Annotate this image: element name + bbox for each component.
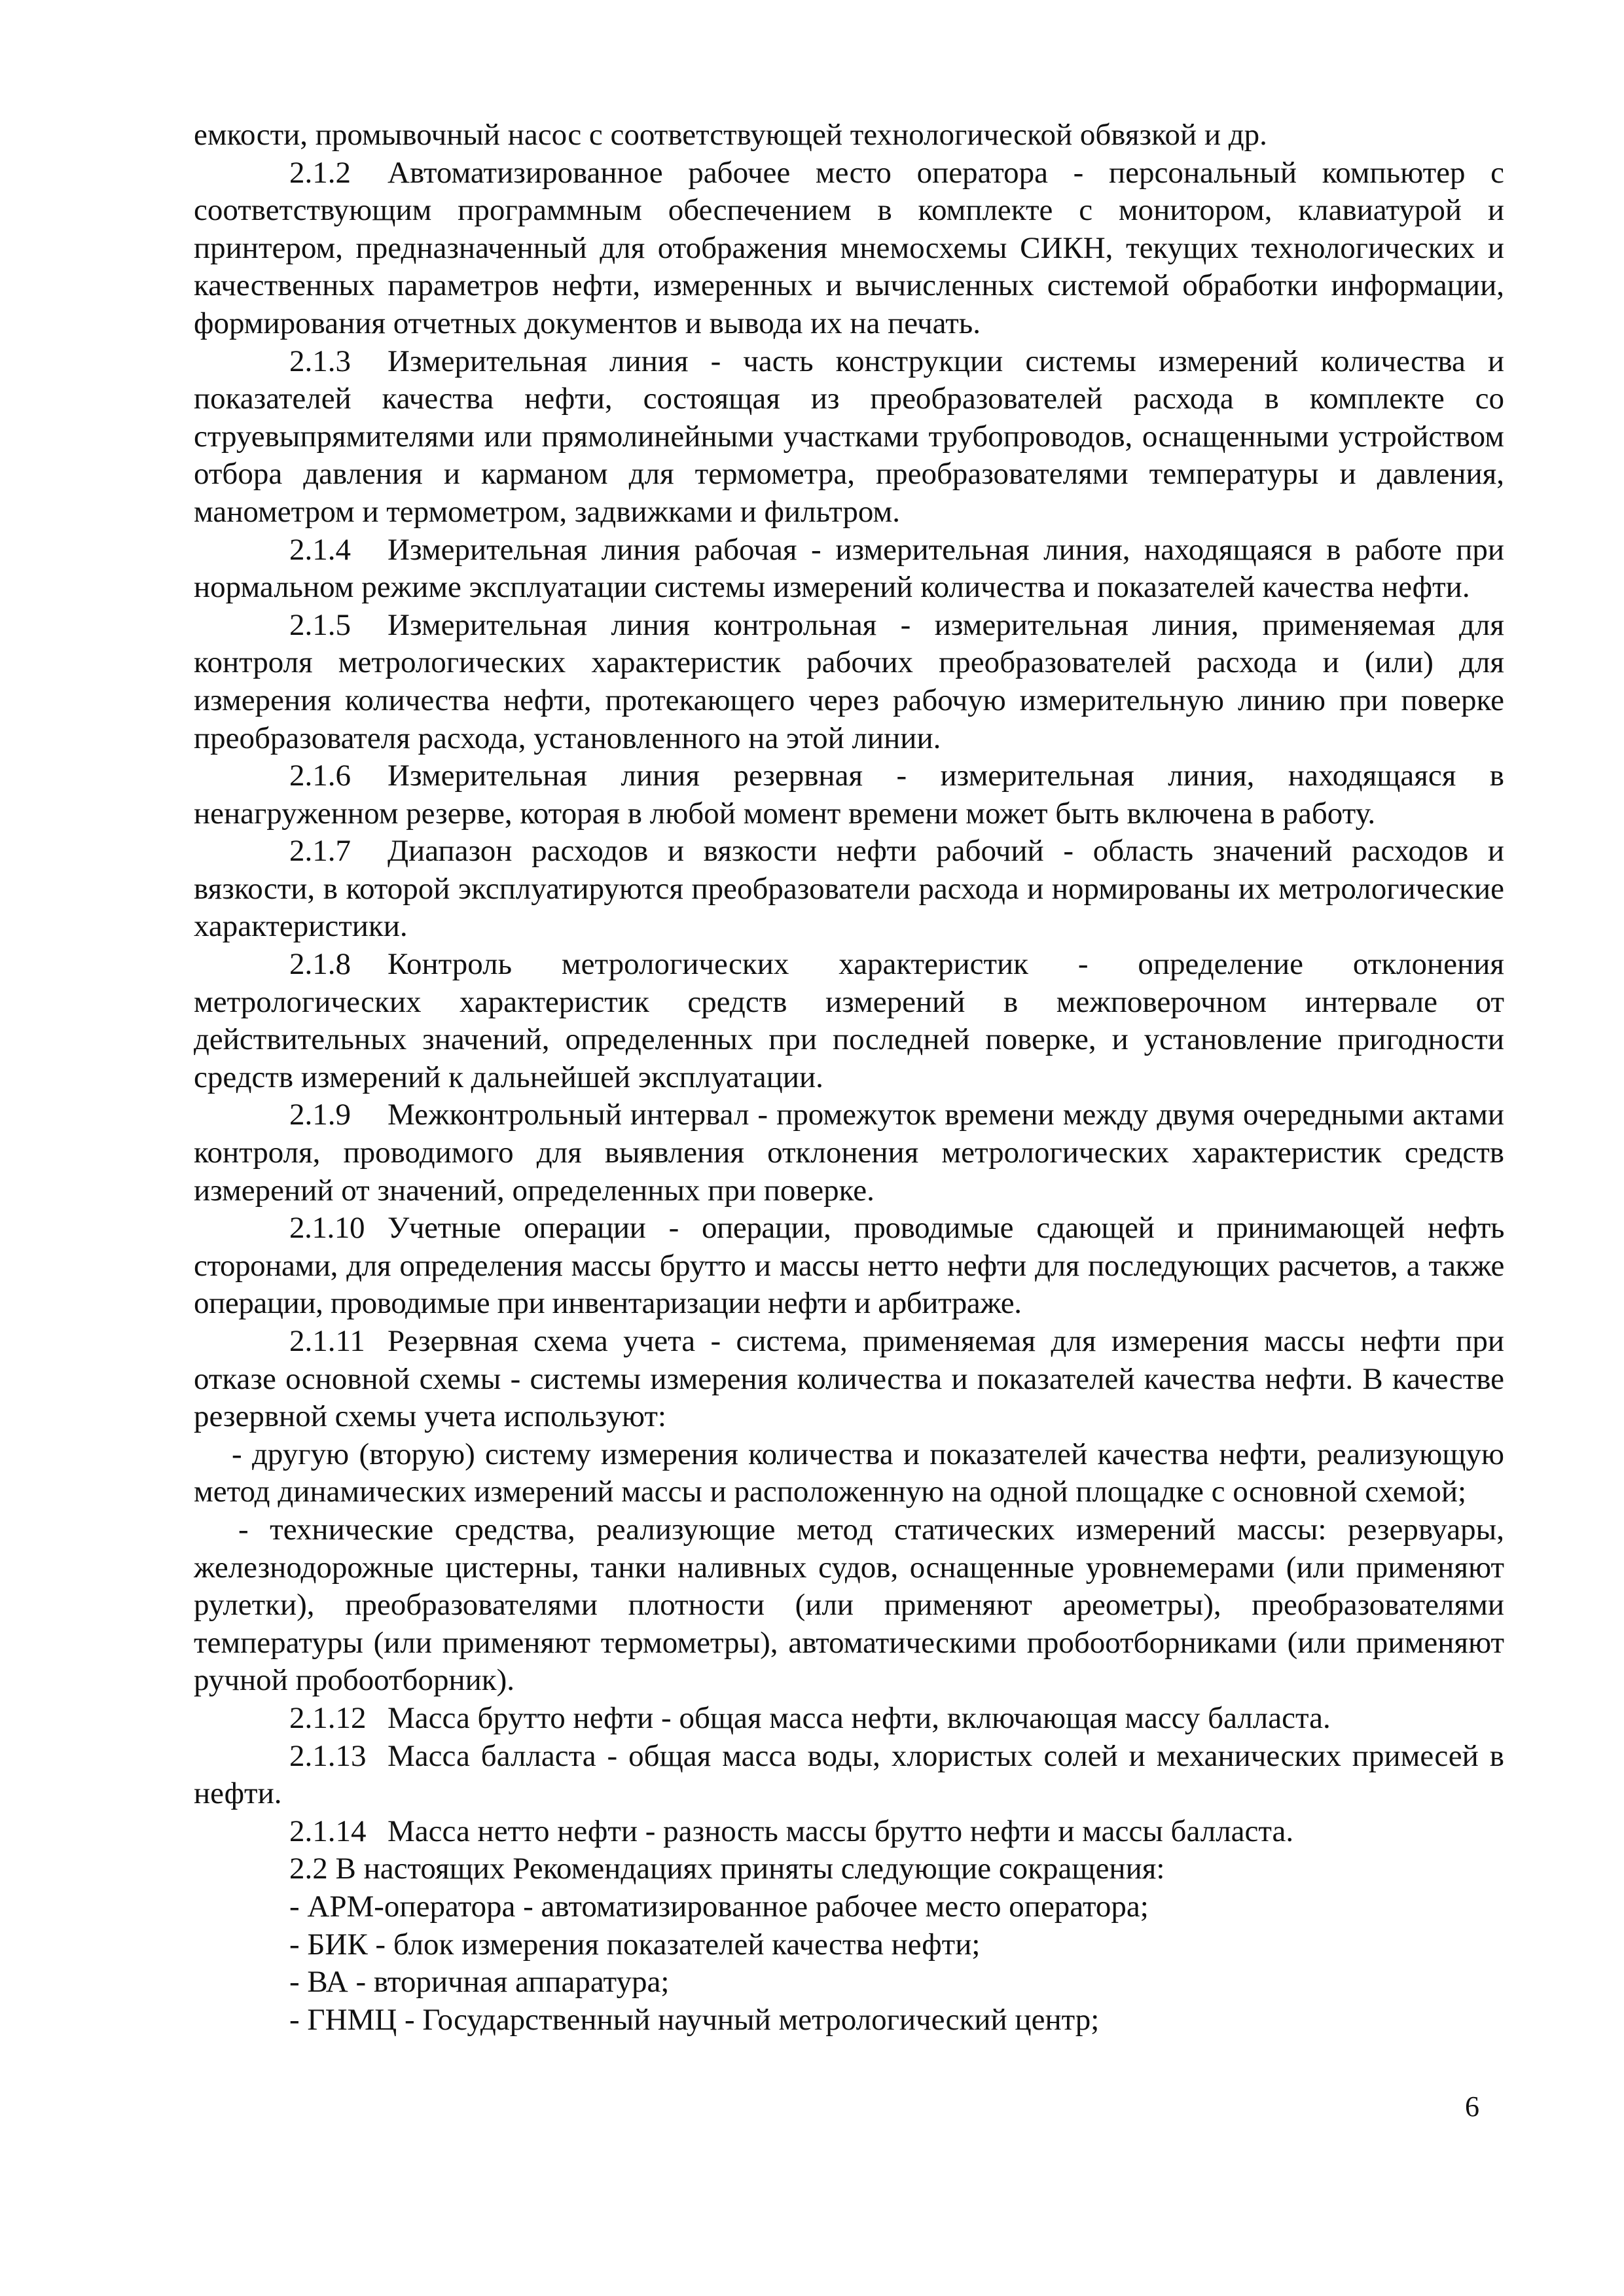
item-text: Контроль метрологических характеристик - определение отклонения метрологических характеристик средств измерений в межповерочном интервале от действительных значений, определенных при последней поверке, и установление пригодности средств измерений к дальнейшей эксплуатации. [194, 947, 1504, 1094]
reserve-option-2: - технические средства, реализующие метод статических измерений массы: резервуары, железнодорожные цистерны, танки наливных судов, оснащенные уровнемерами (или применяют рулетки), преобразователями плотности (или применяют ареометры), преобразователями температуры (или применяют термометры), автоматическими пробоотборниками (или применяют ручной пробоотборник). [194, 1512, 1504, 1698]
item-text: Измерительная линия рабочая - измерительная линия, находящаяся в работе при нормальном режиме эксплуатации системы измерений количества и показателей качества нефти. [194, 532, 1504, 605]
item-text: Автоматизированное рабочее место оператора - персональный компьютер с соответствующим программным обеспечением в комплекте с монитором, клавиатурой и принтером, предназначенный для отображения мнемосхемы СИКН, текущих технологических и качественных параметров нефти, измеренных и вычисленных системой обработки информации, формирования отчетных документов и вывода их на печать. [194, 155, 1504, 340]
definition-2-1-9 [194, 1096, 1504, 1210]
definition-2-1-8 [194, 946, 1504, 1096]
abbreviation-item: - АРМ-оператора - автоматизированное рабочее место оператора; [289, 1889, 1149, 1924]
definition-2-1-12 [194, 1700, 1504, 1738]
item-number: 2.1.9 [289, 1098, 351, 1132]
item-text: Масса нетто нефти - разность массы брутто нефти и массы балласта. [388, 1814, 1294, 1848]
section-number: 2.2 [289, 1852, 328, 1886]
item-number: 2.1.8 [289, 947, 351, 982]
item-number: 2.1.2 [289, 155, 351, 190]
item-text: Измерительная линия резервная - измерительная линия, находящаяся в ненагруженном резерве, которая в любой момент времени может быть включена в работу. [194, 759, 1504, 831]
abbreviation-item: - ГНМЦ - Государственный научный метрологический центр; [289, 2002, 1100, 2037]
item-number: 2.1.13 [289, 1738, 367, 1773]
item-number: 2.1.12 [289, 1700, 367, 1735]
reserve-option-1: - другую (вторую) систему измерения количества и показателей качества нефти, реализующую метод динамических измерений массы и расположенную на одной площадке с основной схемой; [194, 1437, 1504, 1509]
abbreviation-item: - ВА - вторичная аппаратура; [289, 1965, 670, 2000]
item-text: Масса балласта - общая масса воды, хлористых солей и механических примесей в нефти. [194, 1738, 1504, 1811]
definition-2-1-7 [194, 833, 1504, 946]
definition-2-1-11 [194, 1323, 1504, 1436]
definition-2-1-10 [194, 1210, 1504, 1323]
definition-2-1-5 [194, 607, 1504, 757]
item-text: Измерительная линия - часть конструкции системы измерений количества и показателей качества нефти, состоящая из преобразователей расхода в комплекте со струевыпрямителями или прямолинейными участками трубопроводов, оснащенными устройством отбора давления и карманом для термометра, преобразователями температуры и давления, манометром и термометром, задвижками и фильтром. [194, 344, 1504, 529]
definition-2-1-13 [194, 1738, 1504, 1813]
item-number: 2.1.5 [289, 607, 351, 642]
definition-2-1-14 [194, 1813, 1504, 1851]
abbreviations-heading [194, 1850, 1504, 1888]
abbreviation-item: - БИК - блок измерения показателей качества нефти; [289, 1927, 981, 1962]
item-number: 2.1.14 [289, 1814, 367, 1848]
item-number: 2.1.3 [289, 344, 351, 378]
item-number: 2.1.10 [289, 1211, 365, 1246]
page-number: 6 [1465, 2090, 1479, 2123]
item-number: 2.1.7 [289, 834, 351, 869]
section-text: В настоящих Рекомендациях приняты следующие сокращения: [335, 1852, 1165, 1886]
item-number: 2.1.4 [289, 532, 351, 567]
definition-2-1-3 [194, 343, 1504, 531]
item-text: Резервная схема учета - система, применяемая для измерения массы нефти при отказе основной схемы - системы измерения количества и показателей качества нефти. В качестве резервной схемы учета используют: [194, 1324, 1504, 1434]
item-text: Диапазон расходов и вязкости нефти рабочий - область значений расходов и вязкости, в которой эксплуатируются преобразователи расхода и нормированы их метрологические характеристики. [194, 834, 1504, 944]
item-number: 2.1.11 [289, 1324, 365, 1358]
item-text: Масса брутто нефти - общая масса нефти, включающая массу балласта. [388, 1700, 1331, 1735]
item-number: 2.1.6 [289, 759, 351, 793]
item-text: Учетные операции - операции, проводимые сдающей и принимающей нефть сторонами, для определения массы брутто и массы нетто нефти для последующих расчетов, а также операции, проводимые при инвентаризации нефти и арбитраже. [194, 1211, 1504, 1321]
definition-2-1-6 [194, 757, 1504, 833]
continuation-paragraph: емкости, промывочный насос с соответствующей технологической обвязкой и др. [194, 118, 1267, 152]
page-body [194, 117, 1504, 2039]
definition-2-1-2 [194, 154, 1504, 343]
item-text: Измерительная линия контрольная - измерительная линия, применяемая для контроля метрологических характеристик рабочих преобразователей расхода и (или) для измерения количества нефти, протекающего через рабочую измерительную линию при поверке преобразователя расхода, установленного на этой линии. [194, 607, 1504, 755]
item-text: Межконтрольный интервал - промежуток времени между двумя очередными актами контроля, проводимого для выявления отклонения метрологических характеристик средств измерений от значений, определенных при поверке. [194, 1098, 1504, 1208]
definition-2-1-4 [194, 531, 1504, 607]
